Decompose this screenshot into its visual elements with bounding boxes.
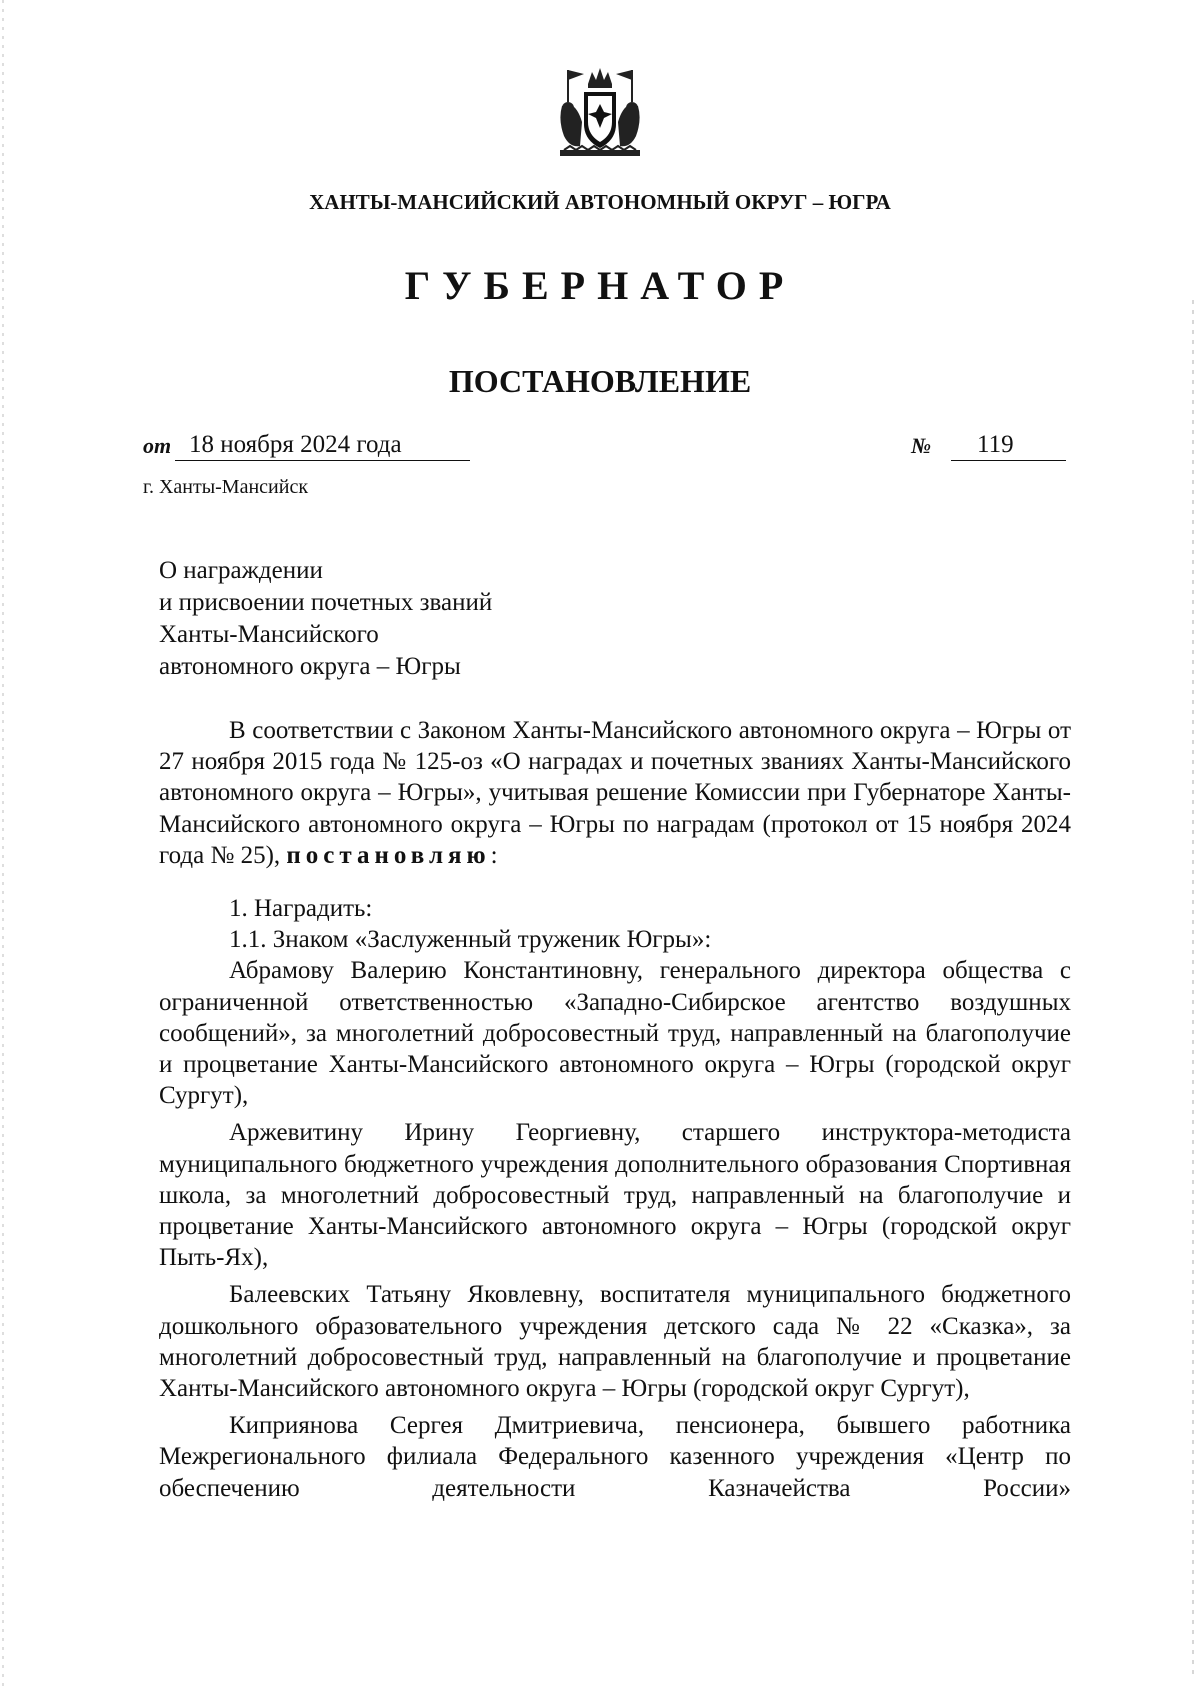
decree-colon: : [490,841,498,869]
awardee-paragraph: Аржевитину Ирину Георгиевну, старшего инструктора-методиста муниципального бюджетного учреждения дополнительного образования Спортивная школа, за многолетний добросовестный труд, направленный на благополучие и процветание Ханты-Мансийского автономного округа – Югры (городской округ Пыть-Ях), [159,1119,1071,1272]
clause-1-1: 1.1. Знаком «Заслуженный труженик Югры»: [229,926,712,954]
scan-edge-left [2,0,4,1686]
document-number: 119 [951,430,1066,461]
subject-line: Ханты-Мансийского [159,621,379,648]
subject-line: О награждении [159,557,323,584]
subject-line: автономного округа – Югры [159,653,461,680]
scan-edge-right [1192,300,1194,1680]
document-body [159,715,1071,1504]
coat-of-arms-emblem [550,62,650,162]
preamble-paragraph [159,715,1071,871]
subject-line: и присвоении почетных званий [159,589,493,616]
city-line: г. Ханты-Мансийск [143,476,309,498]
clause-1: 1. Наградить: [229,895,373,923]
document-subject [159,555,492,683]
region-heading: ХАНТЫ-МАНСИЙСКИЙ АВТОНОМНЫЙ ОКРУГ – ЮГРА [309,190,891,214]
preamble-text: В соответствии с Законом Ханты-Мансийского автономного округа – Югры от 27 ноября 2015 года № 125-оз «О наградах и почетных званиях Ханты-Мансийского автономного округа – Югры», учитывая решение Комиссии при Губернаторе Ханты-Мансийского автономного округа – Югры по наградам (протокол от 15 ноября 2024 года № 25), [159,717,1071,869]
office-title: ГУБЕРНАТОР [404,263,796,308]
awardee-paragraph: Балеевских Татьяну Яковлевну, воспитателя муниципального бюджетного дошкольного образовательного учреждения детского сада № 22 «Сказка», за многолетний добросовестный труд, направленный на благополучие и процветание Ханты-Мансийского автономного округа – Югры (городской округ Сургут), [159,1281,1071,1403]
decree-word: постановляю [286,841,491,869]
awardee-paragraph: Киприянова Сергея Дмитриевича, пенсионера, бывшего работника Межрегионального филиала Федерального казенного учреждения «Центр по обеспечению деятельности Казначейства России» [159,1412,1071,1502]
document-date: 18 ноября 2024 года [175,430,470,461]
number-prefix: № [911,433,932,458]
date-number-row [143,425,1063,465]
document-type-title: ПОСТАНОВЛЕНИЕ [448,363,752,399]
awardee-paragraph: Абрамову Валерию Константиновну, генерального директора общества с ограниченной ответственностью «Западно-Сибирское агентство воздушных сообщений», за многолетний добросовестный труд, направленный на благополучие и процветание Ханты-Мансийского автономного округа – Югры (городской округ Сургут), [159,957,1071,1110]
date-prefix: от [143,433,172,458]
